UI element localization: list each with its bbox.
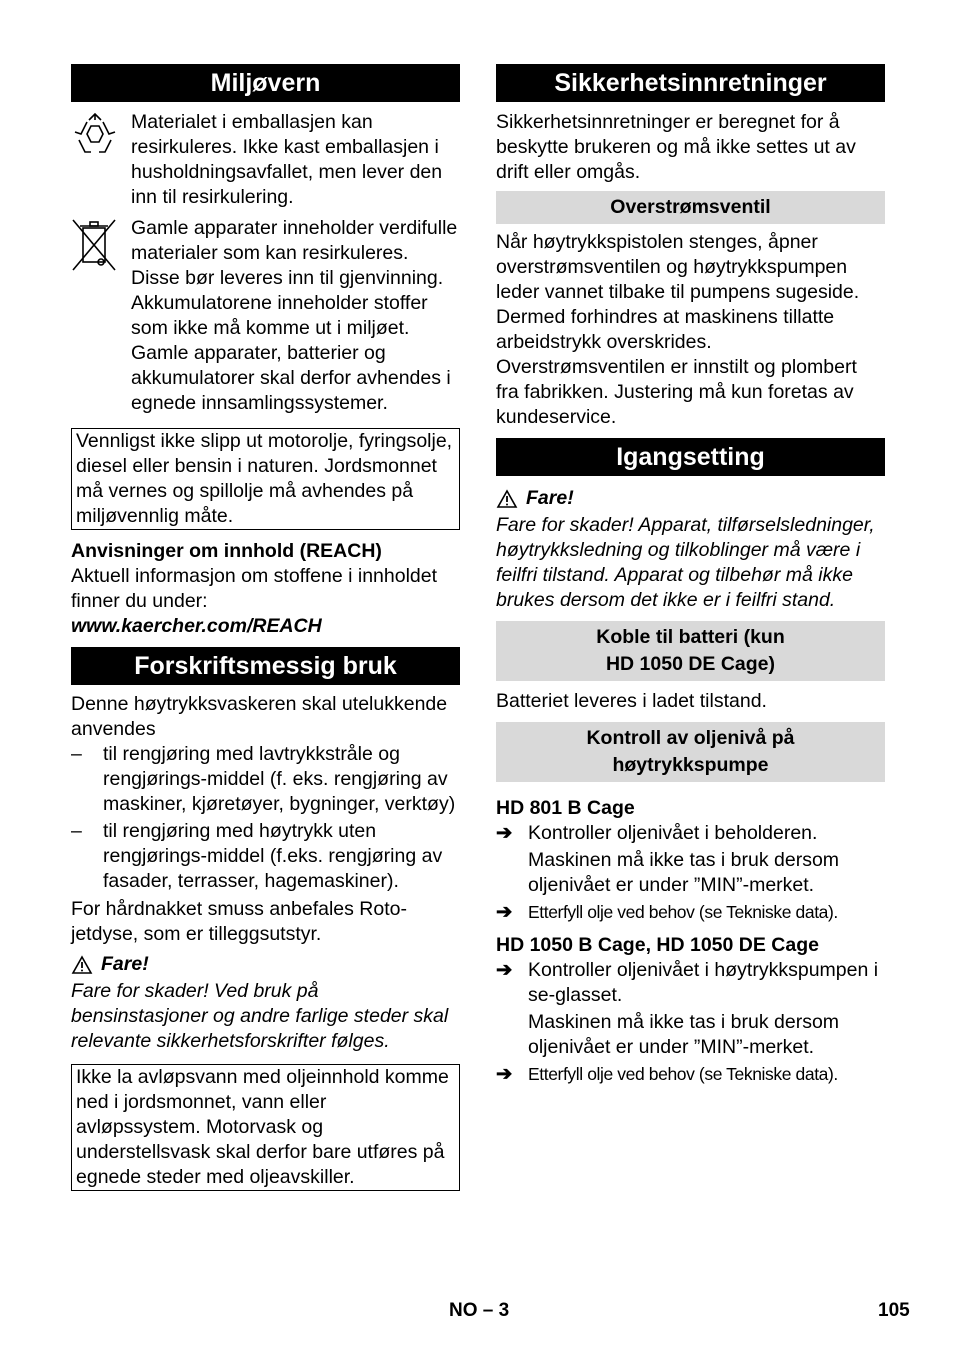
oil-notice-text: Vennligst ikke slipp ut motorolje, fyringsolje, diesel eller bensin i naturen. Jordsmonnet må vernes og spillolje må avhendes på miljøvennlig måte. [76, 430, 453, 527]
list-item-text: til rengjøring med høytrykk uten rengjørings-middel (f.eks. rengjøring av fasader, terrasser, hagemaskiner). [103, 820, 443, 892]
reach-url: www.kaercher.com/REACH [71, 615, 322, 637]
instruction-note: Maskinen må ikke tas i bruk dersom oljenivået er under ”MIN”-merket. [528, 849, 840, 896]
instruction-step [496, 1062, 885, 1087]
list-dash: – [71, 820, 82, 842]
safety-text: Sikkerhetsinnretninger er beregnet for å beskytte brukeren og må ikke settes ut av drift eller omgås. [496, 111, 856, 183]
overflow-valve-text: Når høytrykkspistolen stenges, åpner overstrømsventilen og høytrykkspumpen leder vannet tilbake til pumpens sugeside. Dermed forhindres at maskinens tillatte arbeidstrykk overskrides. [496, 231, 860, 353]
disposal-text: Gamle apparater inneholder verdifulle materialer som kan resirkuleres. Disse bør leveres inn til gjenvinning. Akkumulatorene inneholder stoffer som ikke må komme ut i miljøet. Gamle apparater, batterier og akkumulatorer skal derfor avhendes i egnede innsamlingssystemer. [131, 217, 458, 414]
section-title-environment: Miljøvern [71, 64, 460, 102]
instruction-step [496, 900, 885, 925]
warning-label-text: Fare! [526, 487, 574, 509]
wastewater-notice-box [71, 1064, 460, 1191]
roto-jet-text: For hårdnakket smuss anbefales Roto-jetdyse, som er tilleggsutstyr. [71, 898, 407, 945]
oil-title-line-2: høytrykkspumpe [612, 754, 769, 776]
oil-notice-box [71, 428, 460, 530]
hd1050-heading: HD 1050 B Cage, HD 1050 DE Cage [496, 934, 819, 956]
instruction-text: Etterfyll olje ved behov (se Tekniske data). [528, 902, 838, 922]
reach-heading: Anvisninger om innhold (REACH) [71, 540, 382, 562]
instruction-step [496, 958, 885, 1008]
warning-triangle-icon [71, 955, 93, 975]
overflow-valve-text-2: Overstrømsventilen er innstilt og plombert fra fabrikken. Justering må kun foretas av kundeservice. [496, 356, 857, 428]
list-item [71, 742, 460, 817]
warning-triangle-icon [496, 489, 518, 509]
wastewater-notice-text: Ikke la avløpsvann med oljeinnhold komme ned i jordsmonnet, vann eller avløpssystem. Motorvask og understellsvask skal derfor bare utføres på egnede steder med oljeavskiller. [76, 1066, 449, 1188]
crossed-bin-icon [71, 216, 131, 279]
recycle-icon [71, 110, 131, 167]
battery-title-line-2: HD 1050 DE Cage) [605, 653, 776, 675]
recycling-text: Materialet i emballasjen kan resirkuleres. Ikke kast emballasjen i husholdningsavfallet, men lever den inn til resirkulering. [131, 111, 443, 208]
arrow-icon: ➔ [496, 1063, 513, 1085]
arrow-icon: ➔ [496, 822, 513, 844]
subsection-title-oil-level [496, 722, 885, 782]
subsection-title-overflow-valve: Overstrømsventil [496, 191, 885, 224]
list-dash: – [71, 743, 82, 765]
arrow-icon: ➔ [496, 959, 513, 981]
list-item [71, 819, 460, 894]
warning-label [496, 486, 885, 511]
battery-text: Batteriet leveres i ladet tilstand. [496, 690, 767, 712]
battery-title-line-1: Koble til batteri (kun [596, 626, 785, 648]
section-title-start-up: Igangsetting [496, 438, 885, 476]
disposal-note [71, 216, 460, 416]
reach-text: Aktuell informasjon om stoffene i innholdet finner du under: [71, 565, 438, 612]
intended-use-intro: Denne høytrykksvaskeren skal utelukkende anvendes [71, 693, 448, 740]
warning-label [71, 952, 460, 977]
arrow-icon: ➔ [496, 901, 513, 923]
warning-text: Fare for skader! Ved bruk på bensinstasjoner og andre farlige steder skal relevante sikkerhetsforskrifter følges. [71, 980, 449, 1052]
footer-section-label: NO – 3 [449, 1300, 510, 1321]
section-title-intended-use: Forskriftsmessig bruk [71, 647, 460, 685]
page-number: 105 [878, 1300, 910, 1321]
instruction-step [496, 821, 885, 846]
instruction-note: Maskinen må ikke tas i bruk dersom oljenivået er under ”MIN”-merket. [528, 1011, 840, 1058]
right-column [496, 64, 885, 1087]
warning-label-text: Fare! [101, 953, 149, 975]
subsection-title-battery [496, 621, 885, 681]
left-column [71, 64, 460, 1191]
list-item-text: til rengjøring med lavtrykkstråle og rengjørings-middel (f. eks. rengjøring av maskiner, kjøretøyer, bygninger, verktøy) [103, 743, 456, 815]
instruction-text: Kontroller oljenivået i beholderen. [528, 822, 818, 844]
hd801-heading: HD 801 B Cage [496, 797, 635, 819]
oil-title-line-1: Kontroll av oljenivå på [586, 727, 795, 749]
recycling-note [71, 110, 460, 210]
warning-text: Fare for skader! Apparat, tilførselsledninger, høytrykksledning og tilkoblinger må være i feilfri tilstand. Apparat og tilbehør må ikke brukes dersom det ikke er i feilfri stand. [496, 514, 875, 611]
instruction-text: Kontroller oljenivået i høytrykkspumpen i se-glasset. [528, 959, 879, 1006]
section-title-safety-devices: Sikkerhetsinnretninger [496, 64, 885, 102]
instruction-text: Etterfyll olje ved behov (se Tekniske data). [528, 1064, 838, 1084]
